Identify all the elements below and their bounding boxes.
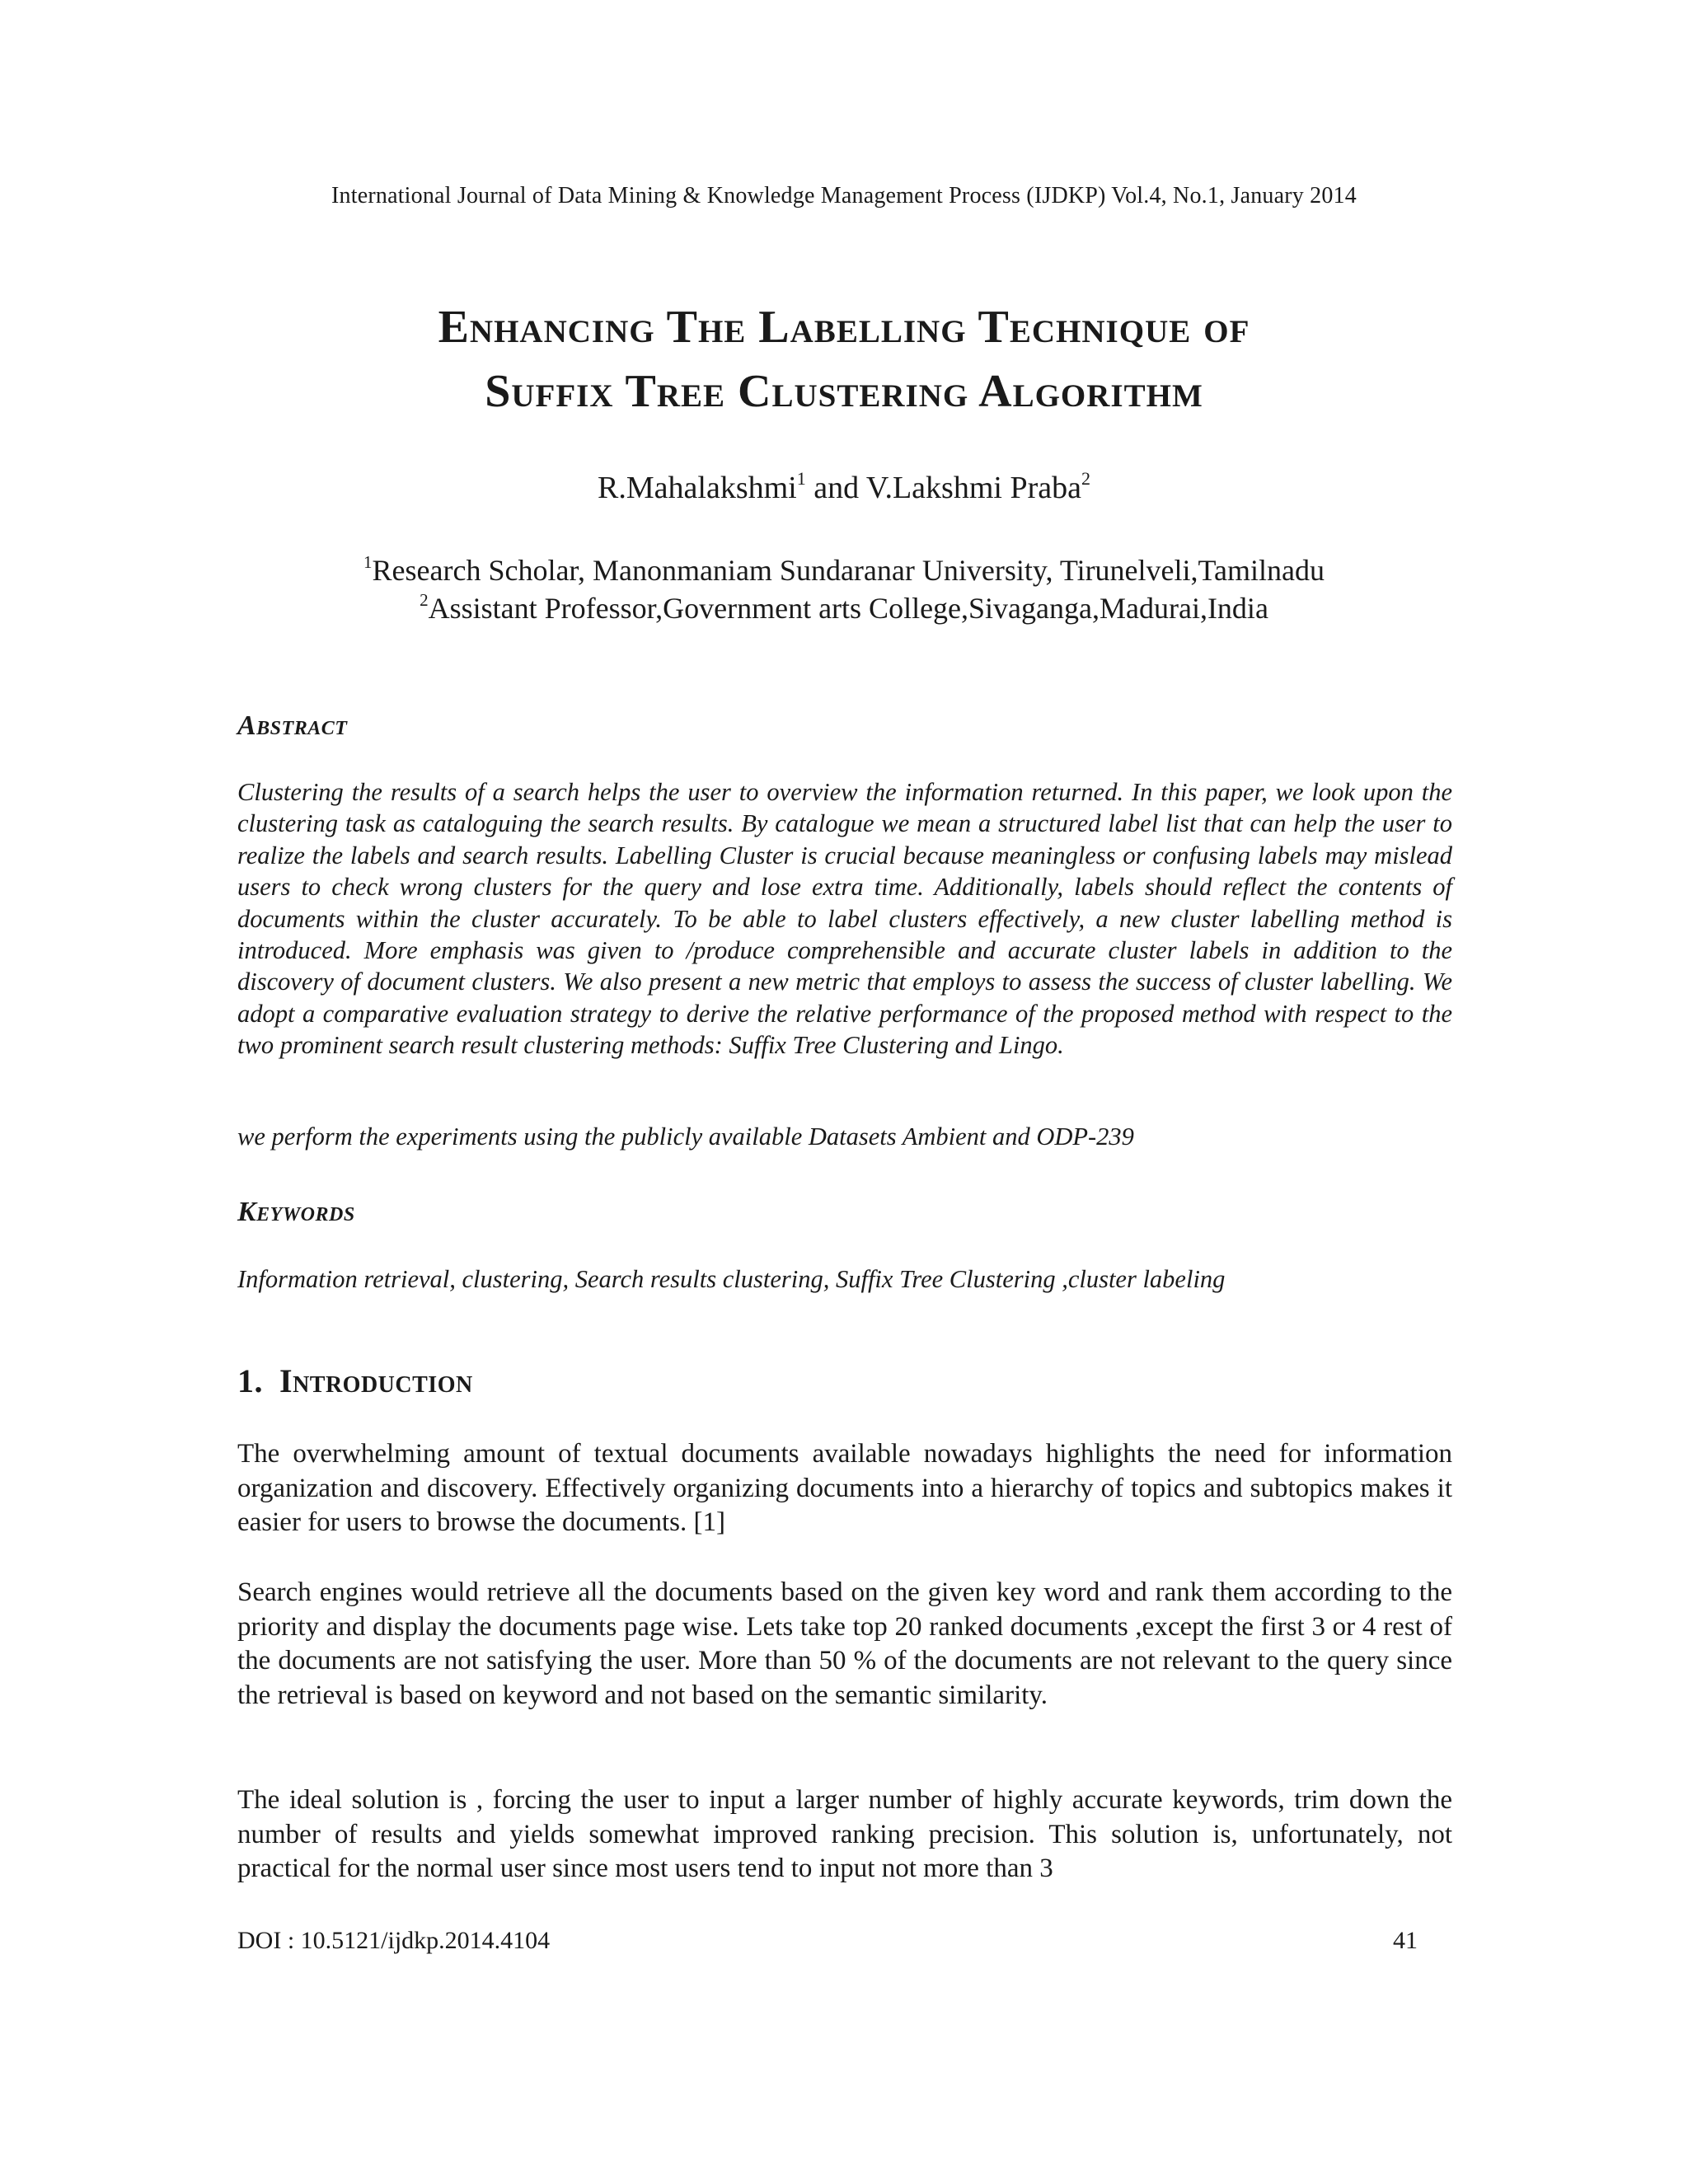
affiliation-1 bbox=[0, 552, 1688, 588]
introduction-heading bbox=[237, 1361, 473, 1400]
keywords-heading: Keywords bbox=[237, 1197, 355, 1227]
author-2-mark: 2 bbox=[1081, 468, 1090, 489]
running-header: International Journal of Data Mining & Knowledge Management Process (IJDKP) Vol.4, No.1, January 2014 bbox=[331, 183, 1357, 209]
abstract-heading: Abstract bbox=[237, 710, 348, 741]
author-2-name: and V.Lakshmi Praba bbox=[805, 471, 1081, 505]
affiliation-1-mark: 1 bbox=[363, 552, 373, 572]
footer-doi: DOI : 10.5121/ijdkp.2014.4104 bbox=[237, 1927, 551, 1954]
author-line bbox=[0, 468, 1688, 506]
affiliation-2-text: Assistant Professor,Government arts College,Sivaganga,Madurai,India bbox=[428, 592, 1268, 625]
keywords-text: Information retrieval, clustering, Search results clustering, Suffix Tree Clustering ,cluster labeling bbox=[237, 1265, 1226, 1293]
introduction-paragraph-2: Search engines would retrieve all the documents based on the given key word and rank them according to the priority and display the documents page wise. Lets take top 20 ranked documents ,except the first 3 or 4 rest of the documents are not satisfying the user. More than 50 % of the documents are not relevant to the query since the retrieval is based on keyword and not based on the semantic similarity. bbox=[237, 1577, 1452, 1711]
author-1-mark: 1 bbox=[796, 468, 806, 489]
author-1-name: R.Mahalakshmi bbox=[598, 471, 797, 505]
page-number: 41 bbox=[1393, 1927, 1418, 1954]
affiliation-2 bbox=[0, 590, 1688, 626]
introduction-title: Introduction bbox=[279, 1362, 473, 1399]
introduction-paragraph-1: The overwhelming amount of textual documents available nowadays highlights the need for information organization and discovery. Effectively organizing documents into a hierarchy of topics and subtopics makes it easier for users to browse the documents. [1] bbox=[237, 1439, 1452, 1538]
affiliation-2-mark: 2 bbox=[420, 590, 429, 610]
abstract-text: Clustering the results of a search helps the user to overview the information returned. In this paper, we look upon the clustering task as cataloguing the search results. By catalogue we mean a structured label list that can help the user to realize the labels and search results. Labelling Cluster is crucial because meaningless or confusing labels may mislead users to check wrong clusters for the query and lose extra time. Additionally, labels should reflect the contents of documents within the cluster accurately. To be able to label clusters effectively, a new cluster labelling method is introduced. More emphasis was given to /produce comprehensible and accurate cluster labels in addition to the discovery of document clusters. We also present a new metric that employs to assess the success of cluster labelling. We adopt a comparative evaluation strategy to derive the relative performance of the proposed method with respect to the two prominent search result clustering methods: Suffix Tree Clustering and Lingo. bbox=[237, 778, 1452, 1060]
abstract-extra-text: we perform the experiments using the publicly available Datasets Ambient and ODP-239 bbox=[237, 1122, 1134, 1151]
paper-title-line-1: Enhancing The Labelling Technique of bbox=[438, 302, 1250, 353]
paper-title bbox=[0, 295, 1688, 424]
affiliation-1-text: Research Scholar, Manonmaniam Sundaranar University, Tirunelveli,Tamilnadu bbox=[372, 554, 1325, 587]
paper-title-line-2: Suffix Tree Clustering Algorithm bbox=[485, 366, 1203, 417]
introduction-number: 1. bbox=[237, 1362, 263, 1399]
introduction-paragraph-3: The ideal solution is , forcing the user to input a larger number of highly accurate keywords, trim down the number of results and yields somewhat improved ranking precision. This solution is, unfortunately, not practical for the normal user since most users tend to input not more than 3 bbox=[237, 1785, 1452, 1884]
